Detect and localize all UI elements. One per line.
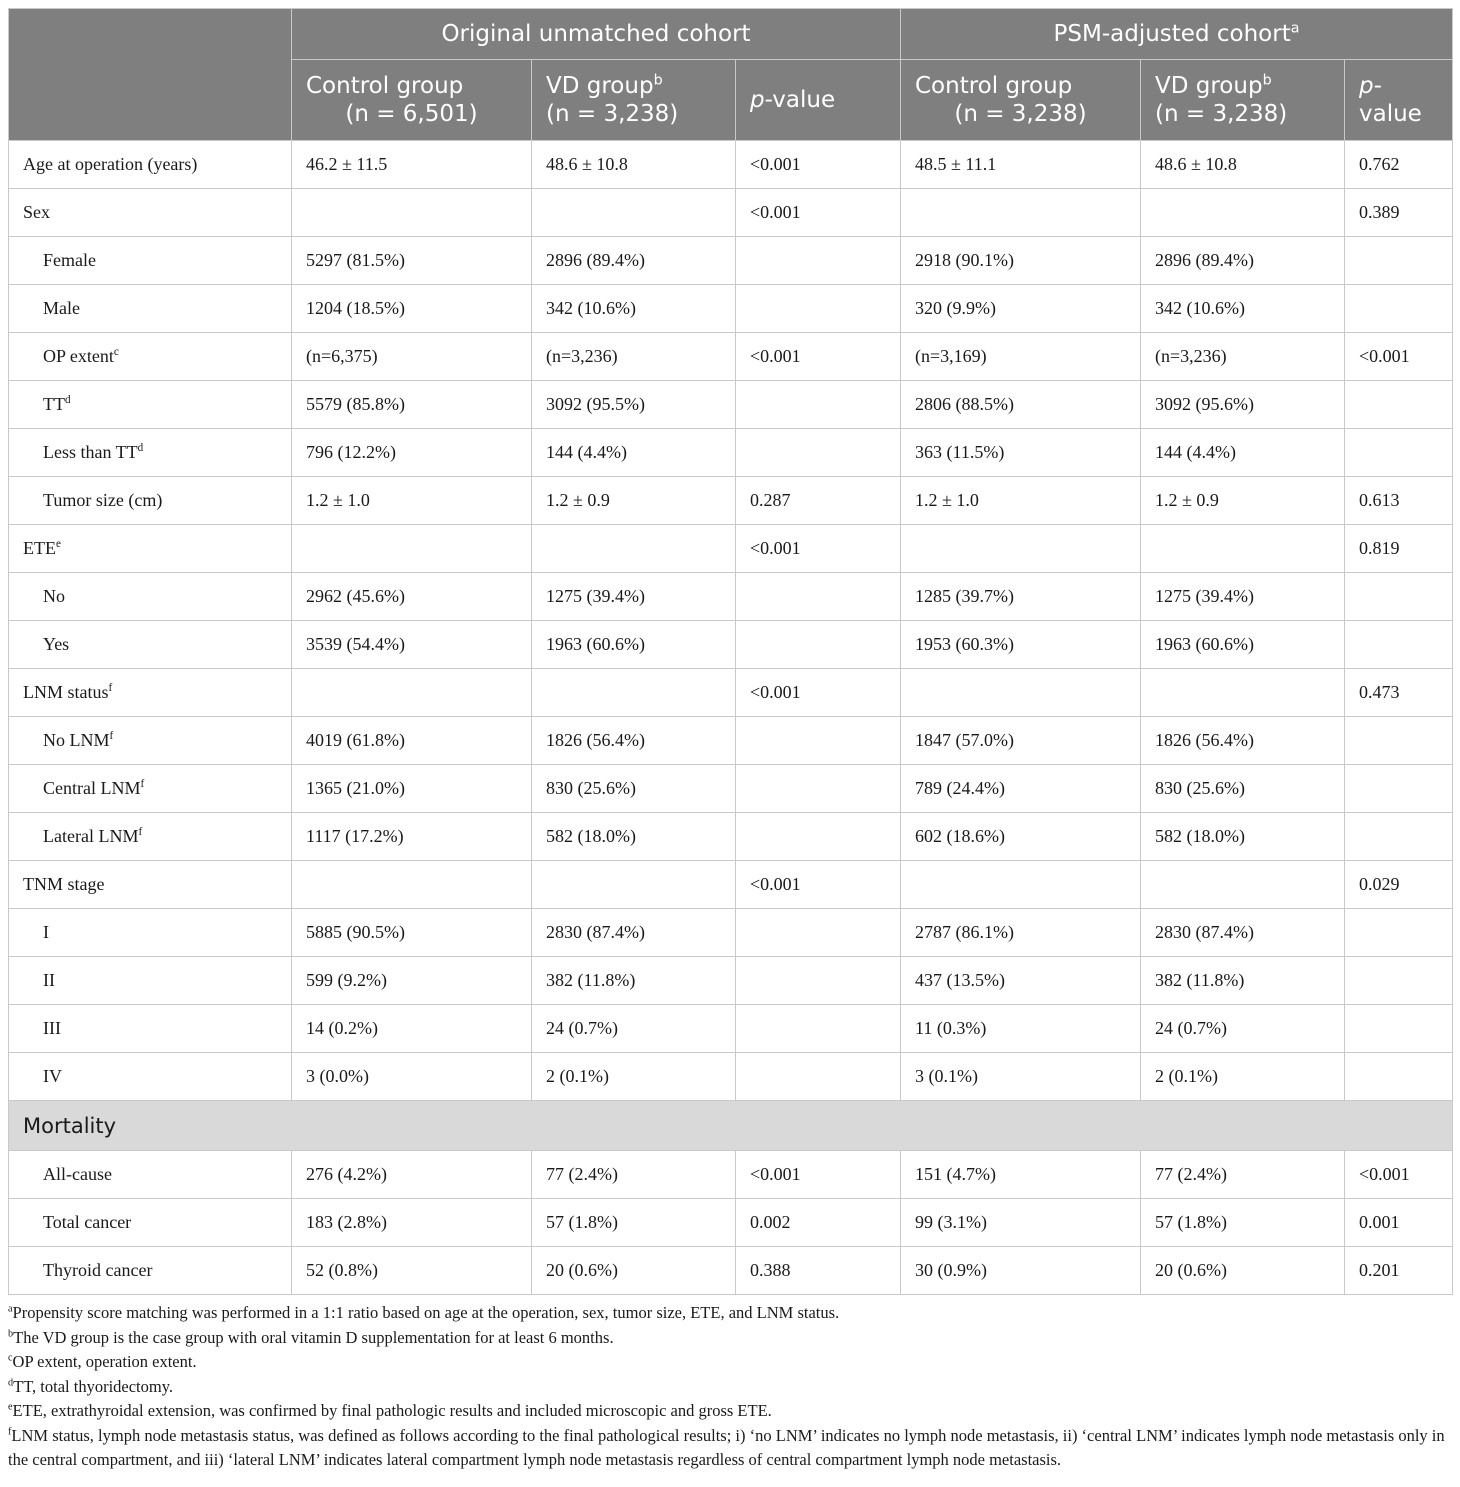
cell-value: 77 (2.4%) xyxy=(1141,1151,1345,1199)
header-p-1-italic: p xyxy=(750,87,765,113)
cell-value: <0.001 xyxy=(1345,333,1453,381)
row-label-text: Less than TT xyxy=(43,442,138,462)
footnotes xyxy=(8,1301,1452,1473)
cell-value xyxy=(736,1053,901,1101)
cell-value xyxy=(1345,765,1453,813)
table-row xyxy=(9,189,1453,237)
table-row xyxy=(9,1005,1453,1053)
footnote xyxy=(8,1326,1452,1351)
cell-value xyxy=(532,189,736,237)
cell-value: 276 (4.2%) xyxy=(292,1151,532,1199)
row-label xyxy=(9,189,292,237)
cell-value xyxy=(1345,237,1453,285)
row-label-text: Total cancer xyxy=(43,1212,132,1232)
cell-value: 599 (9.2%) xyxy=(292,957,532,1005)
cell-value: 1117 (17.2%) xyxy=(292,813,532,861)
cell-value: 1275 (39.4%) xyxy=(532,573,736,621)
footnote xyxy=(8,1301,1452,1326)
header-vd-1 xyxy=(532,60,736,141)
cell-value xyxy=(736,381,901,429)
row-label-text: TT xyxy=(43,394,65,414)
cell-value: 24 (0.7%) xyxy=(532,1005,736,1053)
cell-value: 151 (4.7%) xyxy=(901,1151,1141,1199)
header-p-1 xyxy=(736,60,901,141)
row-label xyxy=(9,909,292,957)
cell-value xyxy=(736,909,901,957)
cell-value: 2787 (86.1%) xyxy=(901,909,1141,957)
cell-value: 46.2 ± 11.5 xyxy=(292,141,532,189)
cell-value xyxy=(532,525,736,573)
cell-value xyxy=(901,525,1141,573)
cell-value: 99 (3.1%) xyxy=(901,1199,1141,1247)
row-label-text: Central LNM xyxy=(43,778,141,798)
cell-value: (n=3,236) xyxy=(1141,333,1345,381)
cell-value: 2896 (89.4%) xyxy=(532,237,736,285)
cell-value: 789 (24.4%) xyxy=(901,765,1141,813)
header-vd-1-label: VD group xyxy=(546,73,654,99)
cell-value: 20 (0.6%) xyxy=(532,1247,736,1295)
cell-value: 2806 (88.5%) xyxy=(901,381,1141,429)
cohort-table xyxy=(8,8,1453,1295)
cell-value xyxy=(1345,429,1453,477)
cell-value: (n=6,375) xyxy=(292,333,532,381)
cell-value: 2830 (87.4%) xyxy=(1141,909,1345,957)
cell-value xyxy=(901,861,1141,909)
cell-value: 1963 (60.6%) xyxy=(1141,621,1345,669)
cell-value: 2830 (87.4%) xyxy=(532,909,736,957)
row-label-text: LNM status xyxy=(23,682,109,702)
row-label xyxy=(9,1199,292,1247)
row-label-text: Age at operation (years) xyxy=(23,154,198,174)
cell-value xyxy=(1345,621,1453,669)
row-label xyxy=(9,333,292,381)
footnote-text: Propensity score matching was performed in a 1:1 ratio based on age at the operation, sex, tumor size, ETE, and LNM status. xyxy=(12,1303,840,1322)
cell-value: 4019 (61.8%) xyxy=(292,717,532,765)
header-psm-sup: a xyxy=(1290,20,1300,37)
cell-value xyxy=(1345,573,1453,621)
cell-value xyxy=(901,669,1141,717)
cell-value xyxy=(1345,813,1453,861)
cell-value: 48.6 ± 10.8 xyxy=(532,141,736,189)
table-container xyxy=(8,8,1452,1473)
footnote xyxy=(8,1399,1452,1424)
table-row xyxy=(9,909,1453,957)
cell-value: 1826 (56.4%) xyxy=(1141,717,1345,765)
cell-value xyxy=(736,621,901,669)
cell-value: 582 (18.0%) xyxy=(1141,813,1345,861)
cell-value: 1.2 ± 0.9 xyxy=(1141,477,1345,525)
row-label-text: Tumor size (cm) xyxy=(43,490,163,510)
cell-value xyxy=(901,189,1141,237)
cell-value: 57 (1.8%) xyxy=(1141,1199,1345,1247)
table-row xyxy=(9,237,1453,285)
table-row xyxy=(9,333,1453,381)
row-label xyxy=(9,573,292,621)
cell-value xyxy=(736,765,901,813)
cell-value: 0.201 xyxy=(1345,1247,1453,1295)
row-label-footnote-mark: c xyxy=(113,346,119,358)
cell-value: 14 (0.2%) xyxy=(292,1005,532,1053)
table-row xyxy=(9,477,1453,525)
cell-value: <0.001 xyxy=(736,669,901,717)
footnote-mark: b xyxy=(8,1328,14,1339)
cell-value: 830 (25.6%) xyxy=(532,765,736,813)
cell-value: 48.5 ± 11.1 xyxy=(901,141,1141,189)
cell-value xyxy=(736,429,901,477)
header-vd-2 xyxy=(1141,60,1345,141)
cell-value: <0.001 xyxy=(736,525,901,573)
cell-value xyxy=(1345,285,1453,333)
cell-value: 5579 (85.8%) xyxy=(292,381,532,429)
cell-value xyxy=(1141,669,1345,717)
table-row xyxy=(9,525,1453,573)
row-label-text: OP extent xyxy=(43,346,114,366)
cell-value xyxy=(736,1005,901,1053)
row-label-footnote-mark: d xyxy=(65,394,71,406)
table-row xyxy=(9,813,1453,861)
table-row xyxy=(9,285,1453,333)
cell-value: 183 (2.8%) xyxy=(292,1199,532,1247)
row-label xyxy=(9,669,292,717)
cell-value xyxy=(736,237,901,285)
header-control-1-n: (n = 6,501) xyxy=(345,101,478,127)
cell-value: 320 (9.9%) xyxy=(901,285,1141,333)
cell-value: 30 (0.9%) xyxy=(901,1247,1141,1295)
row-label-text: II xyxy=(43,970,55,990)
cell-value xyxy=(1345,1053,1453,1101)
cell-value: 144 (4.4%) xyxy=(532,429,736,477)
cell-value: 3092 (95.6%) xyxy=(1141,381,1345,429)
footnote-mark: e xyxy=(8,1401,13,1413)
row-label-footnote-mark: e xyxy=(56,538,61,550)
row-label-text: No xyxy=(43,586,65,606)
cell-value: 3539 (54.4%) xyxy=(292,621,532,669)
cell-value: <0.001 xyxy=(736,141,901,189)
cell-value: 2 (0.1%) xyxy=(532,1053,736,1101)
row-label-text: All-cause xyxy=(43,1164,112,1184)
table-row xyxy=(9,1247,1453,1295)
cell-value: 342 (10.6%) xyxy=(1141,285,1345,333)
cell-value: 2918 (90.1%) xyxy=(901,237,1141,285)
cell-value: 3 (0.0%) xyxy=(292,1053,532,1101)
row-label-footnote-mark: f xyxy=(140,778,145,790)
cell-value: 582 (18.0%) xyxy=(532,813,736,861)
cell-value xyxy=(532,669,736,717)
row-label xyxy=(9,1005,292,1053)
cell-value xyxy=(736,285,901,333)
row-label-footnote-mark: f xyxy=(109,730,114,742)
cell-value: <0.001 xyxy=(736,1151,901,1199)
row-label xyxy=(9,237,292,285)
cell-value: 0.389 xyxy=(1345,189,1453,237)
cell-value: 1963 (60.6%) xyxy=(532,621,736,669)
table-row xyxy=(9,669,1453,717)
header-p-1-rest: -value xyxy=(764,87,836,113)
header-psm-cohort xyxy=(901,9,1453,60)
cell-value: 1285 (39.7%) xyxy=(901,573,1141,621)
cell-value: 0.473 xyxy=(1345,669,1453,717)
cell-value xyxy=(1141,861,1345,909)
header-vd-1-sup: b xyxy=(653,72,663,89)
cell-value xyxy=(1345,381,1453,429)
cell-value: 11 (0.3%) xyxy=(901,1005,1141,1053)
cell-value: 0.762 xyxy=(1345,141,1453,189)
footnote-text: TT, total thyoridectomy. xyxy=(13,1376,174,1396)
cell-value: 20 (0.6%) xyxy=(1141,1247,1345,1295)
row-label-text: TNM stage xyxy=(23,874,105,894)
cell-value: 602 (18.6%) xyxy=(901,813,1141,861)
cell-value xyxy=(1141,525,1345,573)
header-control-2-label: Control group xyxy=(915,73,1073,99)
table-row xyxy=(9,429,1453,477)
header-p-2-italic: p xyxy=(1359,73,1374,99)
footnote-mark: a xyxy=(8,1303,13,1315)
section-title: Mortality xyxy=(9,1101,1453,1151)
table-row xyxy=(9,765,1453,813)
header-vd-2-sup: b xyxy=(1262,72,1272,89)
cell-value: 0.002 xyxy=(736,1199,901,1247)
footnote-text: The VD group is the case group with oral vitamin D supplementation for at least 6 months. xyxy=(13,1327,614,1347)
cell-value: 2896 (89.4%) xyxy=(1141,237,1345,285)
cell-value: 0.613 xyxy=(1345,477,1453,525)
cell-value: 2962 (45.6%) xyxy=(292,573,532,621)
table-header xyxy=(9,9,1453,141)
row-label-text: I xyxy=(43,922,49,942)
row-label xyxy=(9,621,292,669)
row-label xyxy=(9,957,292,1005)
row-label-footnote-mark: f xyxy=(108,682,113,694)
footnote-text: LNM status, lymph node metastasis status, was defined as follows according to the final pathological results; i) ‘no LNM’ indicates no lymph node metastasis, ii) ‘central LNM’ indicates lymph node metastasis only in the central compartment, and iii) ‘lateral LNM’ indicates lateral compartment lymph node metastasis regardless of central compartment lymph node metastasis. xyxy=(8,1425,1445,1469)
cell-value xyxy=(292,669,532,717)
table-row xyxy=(9,1053,1453,1101)
row-label-footnote-mark: f xyxy=(138,826,143,838)
cell-value: 0.388 xyxy=(736,1247,901,1295)
cell-value: 2 (0.1%) xyxy=(1141,1053,1345,1101)
row-label-text: Female xyxy=(43,250,96,270)
row-label-text: No LNM xyxy=(43,730,110,750)
cell-value: 830 (25.6%) xyxy=(1141,765,1345,813)
cell-value xyxy=(736,573,901,621)
section-row-mortality xyxy=(9,1101,1453,1151)
cell-value: 144 (4.4%) xyxy=(1141,429,1345,477)
header-p-2-rest: -value xyxy=(1359,73,1422,127)
cell-value xyxy=(736,813,901,861)
row-label xyxy=(9,1053,292,1101)
cell-value: 1953 (60.3%) xyxy=(901,621,1141,669)
cell-value xyxy=(736,957,901,1005)
row-label xyxy=(9,141,292,189)
table-row xyxy=(9,381,1453,429)
cell-value: <0.001 xyxy=(736,861,901,909)
cell-value: 3092 (95.5%) xyxy=(532,381,736,429)
row-label-text: IV xyxy=(43,1066,62,1086)
header-control-1 xyxy=(292,60,532,141)
cell-value xyxy=(532,861,736,909)
row-label-text: Thyroid cancer xyxy=(43,1260,153,1280)
cell-value: 1365 (21.0%) xyxy=(292,765,532,813)
cell-value: 3 (0.1%) xyxy=(901,1053,1141,1101)
cell-value: 382 (11.8%) xyxy=(1141,957,1345,1005)
footnote-text: ETE, extrathyroidal extension, was confirmed by final pathologic results and included microscopic and gross ETE. xyxy=(12,1401,772,1420)
cell-value: 342 (10.6%) xyxy=(532,285,736,333)
cell-value xyxy=(292,189,532,237)
cell-value xyxy=(1345,717,1453,765)
table-row xyxy=(9,957,1453,1005)
row-label-text: ETE xyxy=(23,538,56,558)
header-psm-label: PSM-adjusted cohort xyxy=(1053,21,1291,47)
cell-value: 24 (0.7%) xyxy=(1141,1005,1345,1053)
cell-value: 1826 (56.4%) xyxy=(532,717,736,765)
cell-value: (n=3,169) xyxy=(901,333,1141,381)
table-row xyxy=(9,1151,1453,1199)
cell-value: 0.287 xyxy=(736,477,901,525)
cell-value: 57 (1.8%) xyxy=(532,1199,736,1247)
row-label-text: Lateral LNM xyxy=(43,826,139,846)
cell-value: <0.001 xyxy=(1345,1151,1453,1199)
cell-value xyxy=(292,525,532,573)
footnote-mark: f xyxy=(8,1426,12,1437)
cell-value: 1.2 ± 0.9 xyxy=(532,477,736,525)
row-label xyxy=(9,861,292,909)
table-row xyxy=(9,861,1453,909)
cell-value: 382 (11.8%) xyxy=(532,957,736,1005)
table-row xyxy=(9,717,1453,765)
cell-value xyxy=(1345,1005,1453,1053)
header-vd-1-n: (n = 3,238) xyxy=(546,101,679,127)
table-row xyxy=(9,1199,1453,1247)
cell-value: (n=3,236) xyxy=(532,333,736,381)
cell-value xyxy=(1345,957,1453,1005)
cell-value: 52 (0.8%) xyxy=(292,1247,532,1295)
table-row xyxy=(9,141,1453,189)
header-control-2 xyxy=(901,60,1141,141)
row-label xyxy=(9,813,292,861)
cell-value xyxy=(736,717,901,765)
table-row xyxy=(9,573,1453,621)
row-label xyxy=(9,285,292,333)
header-empty-cell xyxy=(9,9,292,141)
cell-value xyxy=(292,861,532,909)
header-control-1-label: Control group xyxy=(306,73,464,99)
cell-value xyxy=(1141,189,1345,237)
table-row xyxy=(9,621,1453,669)
row-label xyxy=(9,381,292,429)
row-label xyxy=(9,717,292,765)
footnote-text: OP extent, operation extent. xyxy=(12,1352,197,1371)
cell-value: 1847 (57.0%) xyxy=(901,717,1141,765)
cell-value: 0.029 xyxy=(1345,861,1453,909)
cell-value: <0.001 xyxy=(736,189,901,237)
row-label-footnote-mark: d xyxy=(137,442,144,454)
footnote xyxy=(8,1424,1452,1473)
cell-value: 1204 (18.5%) xyxy=(292,285,532,333)
row-label-text: Sex xyxy=(23,202,50,222)
header-control-2-n: (n = 3,238) xyxy=(954,101,1087,127)
cell-value: 1275 (39.4%) xyxy=(1141,573,1345,621)
cell-value: 1.2 ± 1.0 xyxy=(901,477,1141,525)
cell-value xyxy=(1345,909,1453,957)
cell-value: 1.2 ± 1.0 xyxy=(292,477,532,525)
table-body xyxy=(9,141,1453,1295)
cell-value: 363 (11.5%) xyxy=(901,429,1141,477)
footnote-mark: d xyxy=(8,1377,14,1388)
cell-value: 437 (13.5%) xyxy=(901,957,1141,1005)
row-label xyxy=(9,477,292,525)
footnote xyxy=(8,1350,1452,1375)
header-p-2 xyxy=(1345,60,1453,141)
header-vd-2-label: VD group xyxy=(1155,73,1263,99)
row-label xyxy=(9,765,292,813)
row-label xyxy=(9,525,292,573)
cell-value: <0.001 xyxy=(736,333,901,381)
row-label-text: Yes xyxy=(43,634,70,654)
cell-value: 5297 (81.5%) xyxy=(292,237,532,285)
row-label xyxy=(9,1151,292,1199)
row-label-text: III xyxy=(43,1018,61,1038)
header-vd-2-n: (n = 3,238) xyxy=(1155,101,1288,127)
cell-value: 48.6 ± 10.8 xyxy=(1141,141,1345,189)
row-label xyxy=(9,1247,292,1295)
footnote-mark: c xyxy=(8,1352,13,1364)
cell-value: 0.819 xyxy=(1345,525,1453,573)
cell-value: 0.001 xyxy=(1345,1199,1453,1247)
header-original-cohort: Original unmatched cohort xyxy=(292,9,901,60)
footnote xyxy=(8,1375,1452,1400)
cell-value: 77 (2.4%) xyxy=(532,1151,736,1199)
row-label-text: Male xyxy=(43,298,80,318)
cell-value: 796 (12.2%) xyxy=(292,429,532,477)
cell-value: 5885 (90.5%) xyxy=(292,909,532,957)
row-label xyxy=(9,429,292,477)
